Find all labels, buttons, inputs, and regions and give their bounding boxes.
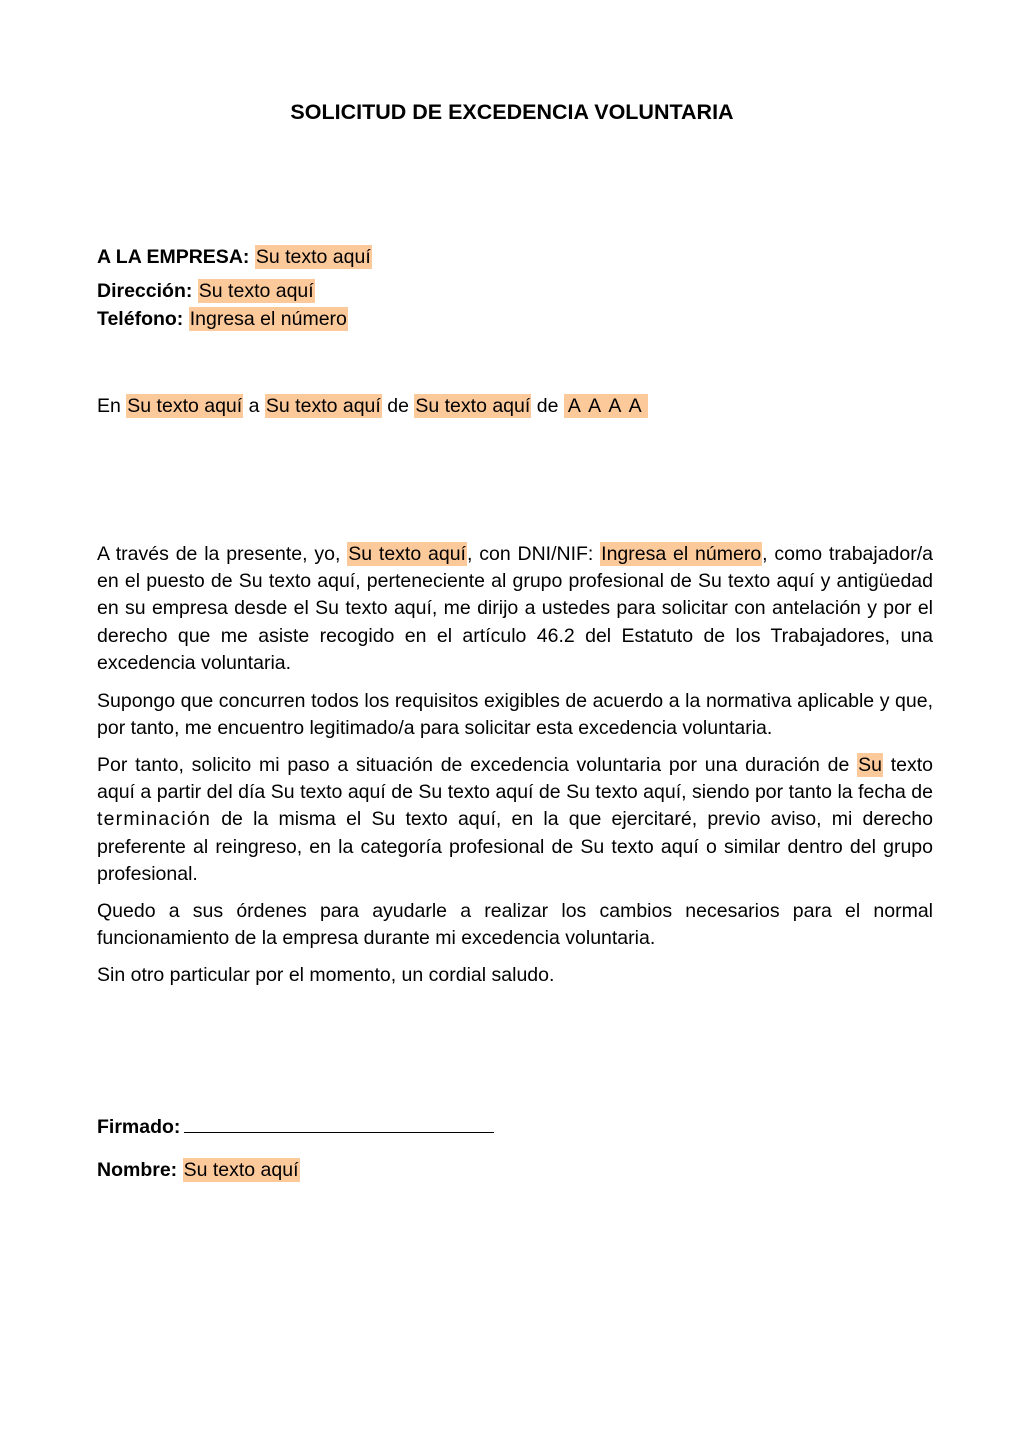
name-label: Nombre: [97,1159,178,1181]
duration-field[interactable]: Su [858,754,882,776]
month-field[interactable]: Su texto aquí [415,395,531,417]
date-sep-a: a [248,395,260,417]
date-prefix: En [97,395,121,417]
signed-label: Firmado: [97,1116,181,1138]
year-field[interactable]: A A A A [564,394,648,418]
address-field[interactable]: Su texto aquí [198,280,314,302]
phone-line [97,306,348,333]
address-line [97,278,315,305]
address-label: Dirección: [97,280,193,302]
name-line [97,1157,300,1184]
signer-name-field[interactable]: Su texto aquí [183,1159,299,1181]
signature-line [97,1114,494,1141]
day-field[interactable]: Su texto aquí [265,395,381,417]
p3-mid1: texto aquí a partir del día Su texto aquí de Su texto aquí de Su texto aquí, siendo por tanto la fecha de [97,754,933,804]
place-field[interactable]: Su texto aquí [127,395,243,417]
date-sep-de-1: de [387,395,409,417]
company-line [97,244,372,271]
employee-name-field[interactable]: Su texto aquí [348,543,466,565]
date-line [97,393,648,420]
p3-intro: Por tanto, solicito mi paso a situación de excedencia voluntaria por una duración de [97,754,850,776]
signature-field[interactable] [184,1114,494,1133]
p1-dni-label: , con DNI/NIF: [466,543,594,565]
dni-field[interactable]: Ingresa el número [601,543,762,565]
phone-field[interactable]: Ingresa el número [189,308,347,330]
p3-spaced-word: terminación [97,808,211,831]
p1-rest: , como trabajador/a en el puesto de Su texto aquí, perteneciente al grupo profesional de Su texto aquí y antigüedad en su empresa desde el Su texto aquí, me dirijo a ustedes para solicitar con antelación y por el derecho que me asiste recogido en el artículo 46.2 del Estatuto de los Trabajadores, una excedencia voluntaria. [97,543,934,674]
paragraph-3 [97,752,933,888]
p1-intro: A través de la presente, yo, [97,543,341,565]
company-label: A LA EMPRESA: [97,246,250,268]
paragraph-5: Sin otro particular por el momento, un cordial saludo. [97,964,555,986]
document-title: SOLICITUD DE EXCEDENCIA VOLUNTARIA [290,100,734,124]
company-field[interactable]: Su texto aquí [255,246,371,268]
phone-label: Teléfono: [97,308,184,330]
paragraph-1 [97,541,933,677]
paragraph-4: Quedo a sus órdenes para ayudarle a realizar los cambios necesarios para el normal funcionamiento de la empresa durante mi excedencia voluntaria. [97,900,933,950]
p3-mid2: de la misma el Su texto aquí, en la que ejercitaré, previo aviso, mi derecho preferente al reingreso, en la categoría profesional de Su texto aquí o similar dentro del grupo profesional. [97,808,934,885]
date-sep-de-2: de [536,395,559,417]
paragraph-2: Supongo que concurren todos los requisitos exigibles de acuerdo a la normativa aplicable y que, por tanto, me encuentro legitimado/a para solicitar esta excedencia voluntaria. [97,690,933,740]
